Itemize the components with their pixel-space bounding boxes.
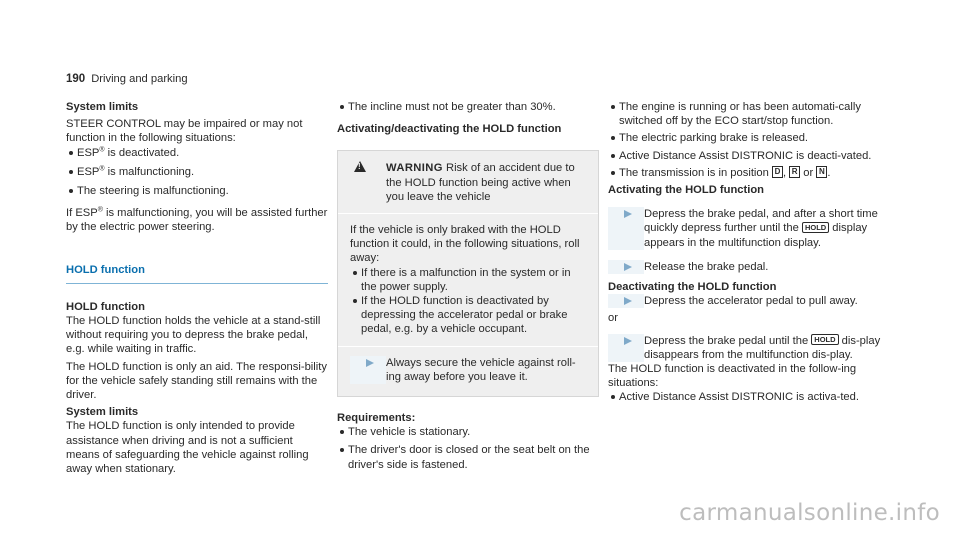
list-item: The engine is running or has been automati-cally switched off by the ECO start/stop function. <box>608 100 896 128</box>
action-step: Depress the brake pedal until the HOLD dis-play disappears from the multifunction dis-play. <box>608 334 896 362</box>
list-item: If the HOLD function is deactivated by depressing the accelerator pedal or brake pedal, e.g. by a vehicle occupant. <box>350 294 586 337</box>
bullet-dot-icon <box>353 299 357 303</box>
warning-label: WARNING <box>386 162 443 175</box>
bullet-dot-icon <box>611 154 615 158</box>
gear-r-icon: R <box>789 166 800 178</box>
requirements-heading: Requirements: <box>337 412 416 425</box>
action-step: Depress the brake pedal, and after a short time quickly depress further until the HOLD display appears in the multifunction display. <box>608 207 896 250</box>
list-item: Active Distance Assist DISTRONIC is activa-ted. <box>608 390 896 404</box>
action-arrow-icon <box>624 210 632 218</box>
gear-n-icon: N <box>816 166 827 178</box>
gear-d-icon: D <box>772 166 783 178</box>
page-section-title: Driving and parking <box>91 73 188 85</box>
bullet-dot-icon <box>69 170 73 174</box>
list-item: The driver's door is closed or the seat belt on the driver's side is fastened. <box>337 443 599 471</box>
bullet-dot-icon <box>611 105 615 109</box>
deactivation-list <box>608 390 896 404</box>
list-item: The incline must not be greater than 30%. <box>337 100 599 114</box>
warning-list <box>350 266 586 337</box>
requirements-list <box>337 425 599 472</box>
action-arrow-icon <box>624 337 632 345</box>
warning-divider <box>338 213 598 214</box>
conditions-list <box>608 100 896 180</box>
system-limits-text-2: The HOLD function is only intended to provide assistance when driving and is not a sufficient means of safeguarding the vehicle against rolling away when stationary. <box>66 420 309 476</box>
list-item: ESP® is malfunctioning. <box>66 165 328 179</box>
warning-divider <box>338 346 598 347</box>
hold-function-heading: HOLD function <box>66 300 145 313</box>
list-item: If there is a malfunction in the system or in the power supply. <box>350 266 586 294</box>
list-item: ESP® is deactivated. <box>66 146 328 160</box>
incline-list <box>337 100 599 114</box>
hold-function-paragraph-1: The HOLD function holds the vehicle at a stand-still without requiring you to depress the brake pedal, e.g. while waiting in traffic. <box>66 315 321 356</box>
warning-triangle-icon <box>354 161 366 172</box>
watermark: carmanualsonline.info <box>679 500 940 526</box>
hold-display-icon: HOLD <box>802 222 829 233</box>
action-arrow-icon <box>624 263 632 271</box>
section-divider <box>66 283 328 284</box>
action-arrow-icon <box>624 297 632 305</box>
warning-box <box>337 150 599 397</box>
activating-deactivating-heading: Activating/deactivating the HOLD function <box>337 123 562 136</box>
bullet-dot-icon <box>340 448 344 452</box>
page-number: 190 <box>66 73 86 85</box>
or-label: or <box>608 312 618 325</box>
list-item: The steering is malfunctioning. <box>66 184 328 198</box>
column-1 <box>66 100 328 476</box>
action-step: Release the brake pedal. <box>608 260 896 274</box>
esp-note: If ESP® is malfunctioning, you will be assisted further by the electric power steering. <box>66 206 328 234</box>
list-item: The electric parking brake is released. <box>608 131 896 145</box>
hold-display-icon: HOLD <box>811 334 838 345</box>
warning-action: Always secure the vehicle against roll-ing away before you leave it. <box>350 356 586 384</box>
system-limits-intro: STEER CONTROL may be impaired or may not function in the following situations: <box>66 118 303 145</box>
deactivating-heading: Deactivating the HOLD function <box>608 281 777 294</box>
list-item: The vehicle is stationary. <box>337 425 599 439</box>
bullet-dot-icon <box>340 430 344 434</box>
bullet-dot-icon <box>353 271 357 275</box>
bullet-dot-icon <box>611 171 615 175</box>
deactivation-note: The HOLD function is deactivated in the follow-ing situations: <box>608 363 857 390</box>
warning-body: If the vehicle is only braked with the HOLD function it could, in the following situations, roll away: <box>350 224 580 265</box>
warning-header <box>350 161 586 204</box>
activating-heading: Activating the HOLD function <box>608 184 764 197</box>
bullet-dot-icon <box>69 189 73 193</box>
column-2 <box>337 100 599 472</box>
warning-title: Risk of an accident due to the HOLD function being active when you leave the vehicle <box>386 162 575 203</box>
page-header <box>66 72 326 88</box>
action-arrow-icon <box>366 359 374 367</box>
list-item: Active Distance Assist DISTRONIC is deacti-vated. <box>608 149 896 163</box>
bullet-dot-icon <box>611 395 615 399</box>
system-limits-list <box>66 146 328 199</box>
section-title-hold: HOLD function <box>66 263 145 276</box>
hold-function-paragraph-2: The HOLD function is only an aid. The responsi-bility for the vehicle safely standing still remains with the driver. <box>66 360 327 402</box>
column-3 <box>608 100 896 405</box>
bullet-dot-icon <box>611 136 615 140</box>
bullet-dot-icon <box>340 105 344 109</box>
system-limits-heading-2: System limits <box>66 406 139 419</box>
action-step: Depress the accelerator pedal to pull away. <box>608 294 896 308</box>
system-limits-heading: System limits <box>66 101 139 113</box>
bullet-dot-icon <box>69 151 73 155</box>
list-item: The transmission is in position D , R or N . <box>608 166 896 180</box>
